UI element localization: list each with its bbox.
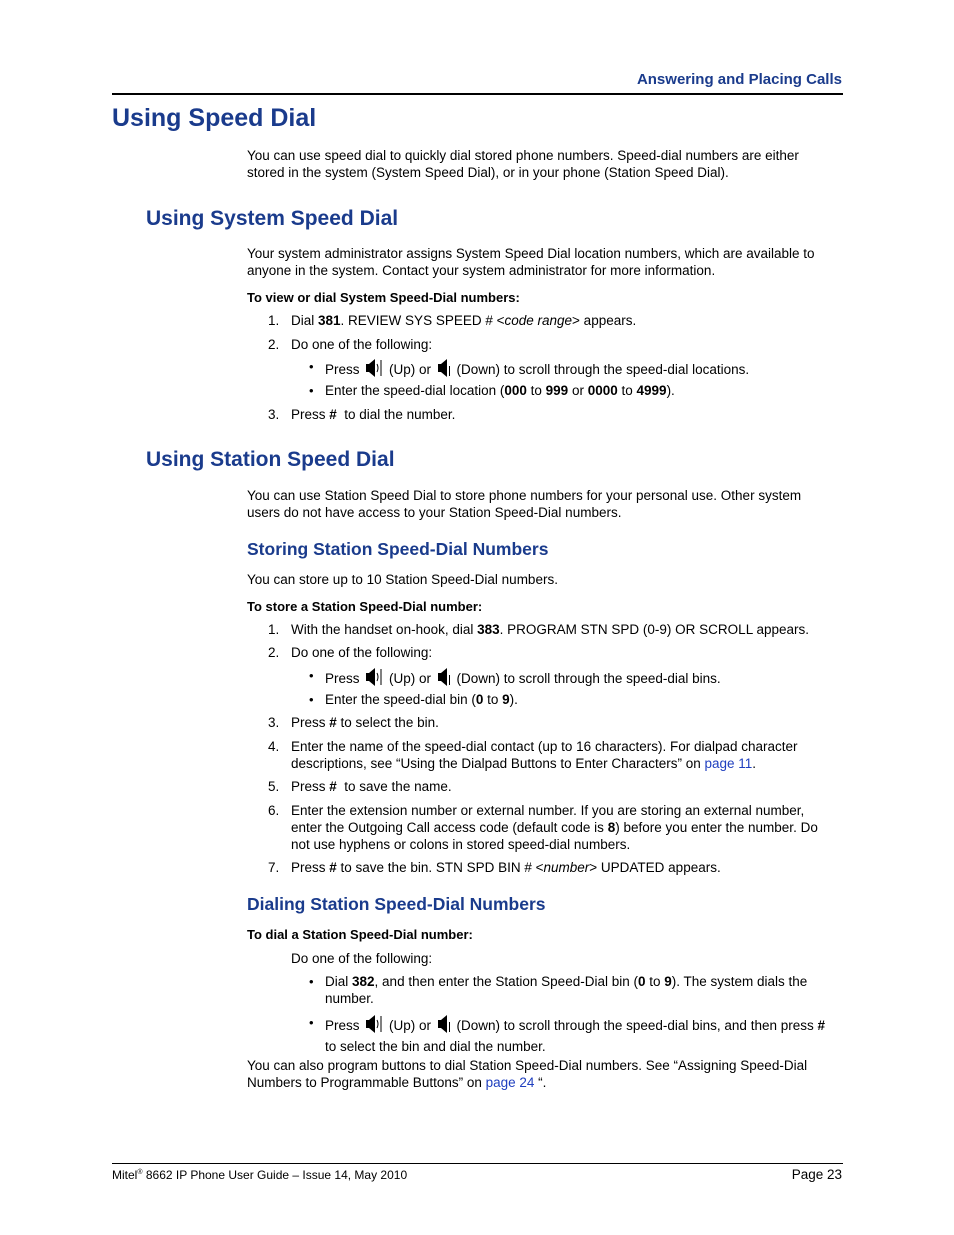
- storing-paragraph: You can store up to 10 Station Speed-Dial numbers.: [247, 572, 558, 587]
- dialing-procedure-label: To dial a Station Speed-Dial number:: [247, 927, 473, 942]
- system-paragraph: Your system administrator assigns System Speed Dial location numbers, which are available to anyone in the system. Contact your system administrator for more information.: [247, 246, 815, 278]
- storing-procedure-label: To store a Station Speed-Dial number:: [247, 599, 483, 614]
- header-section-title: Answering and Placing Calls: [636, 71, 842, 88]
- volume-down-icon: [437, 667, 451, 691]
- step-number: 6.: [268, 803, 280, 818]
- bullet: •: [309, 383, 314, 398]
- storing-step-6: Enter the extension number or external number. If you are storing an external number, enter the Outgoing Call access code (default code is 8) before you enter the number. Do not use hyphens or colons in stored speed-dial numbers.: [291, 803, 818, 852]
- dialing-lead: Do one of the following:: [291, 951, 433, 966]
- page-11-link[interactable]: page 11: [704, 756, 753, 771]
- volume-up-icon: [365, 667, 383, 691]
- system-procedure-label: To view or dial System Speed-Dial numbers:: [247, 290, 520, 305]
- storing-step-5: Press # to save the name.: [291, 779, 452, 794]
- intro-paragraph: You can use speed dial to quickly dial stored phone numbers. Speed-dial numbers are either stored in the system (System Speed Dial), or in your phone (Station Speed Dial).: [247, 148, 799, 180]
- storing-bullet-1: Press (Up) or (Down) to scroll through the speed-dial bins.: [325, 667, 845, 691]
- step-number: 2.: [268, 337, 280, 352]
- storing-bullet-2: Enter the speed-dial bin (0 to 9).: [325, 692, 518, 707]
- station-paragraph: You can use Station Speed Dial to store phone numbers for your personal use. Other system users do not have access to your Station Speed-Dial numbers.: [247, 488, 802, 520]
- step-number: 3.: [268, 715, 280, 730]
- step-number: 5.: [268, 779, 280, 794]
- step-number: 2.: [268, 645, 280, 660]
- bullet: •: [309, 668, 314, 683]
- step-number: 1.: [268, 622, 280, 637]
- system-bullet-1: Press (Up) or (Down) to scroll through the speed-dial locations.: [325, 358, 845, 382]
- system-step-3: Press # to dial the number.: [291, 407, 456, 422]
- system-speed-dial-heading: Using System Speed Dial: [146, 207, 399, 230]
- bullet: •: [309, 692, 314, 707]
- step-number: 4.: [268, 739, 280, 754]
- system-step-1: Dial 381. REVIEW SYS SPEED # <code range> appears.: [291, 313, 637, 328]
- header-rule: [112, 93, 843, 95]
- dialing-bullet-1: Dial 382, and then enter the Station Speed-Dial bin (0 to 9). The system dials the number.: [325, 974, 808, 1006]
- storing-step-1: With the handset on-hook, dial 383. PROGRAM STN SPD (0-9) OR SCROLL appears.: [291, 622, 809, 637]
- page-title: Using Speed Dial: [112, 104, 317, 132]
- storing-step-2: Do one of the following:: [291, 645, 433, 660]
- bullet: •: [309, 974, 314, 989]
- page-24-link[interactable]: page 24: [485, 1075, 535, 1090]
- storing-step-3: Press # to select the bin.: [291, 715, 439, 730]
- storing-step-7: Press # to save the bin. STN SPD BIN # <number> UPDATED appears.: [291, 860, 721, 875]
- storing-step-4: Enter the name of the speed-dial contact (up to 16 characters). For dialpad character descriptions, see “Using the Dialpad Buttons to Enter Characters” on page 11.: [291, 739, 798, 771]
- system-bullet-2: Enter the speed-dial location (000 to 999 or 0000 to 4999).: [325, 383, 675, 398]
- footer-document-info: Mitel® 8662 IP Phone User Guide – Issue 14, May 2010: [112, 1168, 408, 1182]
- storing-heading: Storing Station Speed-Dial Numbers: [247, 539, 549, 559]
- system-step-2: Do one of the following:: [291, 337, 433, 352]
- page-number: Page 23: [791, 1167, 842, 1182]
- volume-down-icon: [437, 358, 451, 382]
- dialing-bullet-2: Press (Up) or (Down) to scroll through the speed-dial bins, and then press # to select the bin and dial the number.: [325, 1014, 845, 1055]
- volume-up-icon: [365, 358, 383, 382]
- closing-paragraph: You can also program buttons to dial Station Speed-Dial numbers. See “Assigning Speed-Dial Numbers to Programmable Buttons” on page 24 “.: [247, 1058, 808, 1090]
- step-number: 3.: [268, 407, 280, 422]
- volume-up-icon: [365, 1014, 383, 1038]
- bullet: •: [309, 359, 314, 374]
- dialing-heading: Dialing Station Speed-Dial Numbers: [247, 894, 546, 914]
- volume-down-icon: [437, 1014, 451, 1038]
- bullet: •: [309, 1015, 314, 1030]
- step-number: 7.: [268, 860, 280, 875]
- station-speed-dial-heading: Using Station Speed Dial: [146, 448, 395, 471]
- step-number: 1.: [268, 313, 280, 328]
- footer-rule: [112, 1163, 843, 1164]
